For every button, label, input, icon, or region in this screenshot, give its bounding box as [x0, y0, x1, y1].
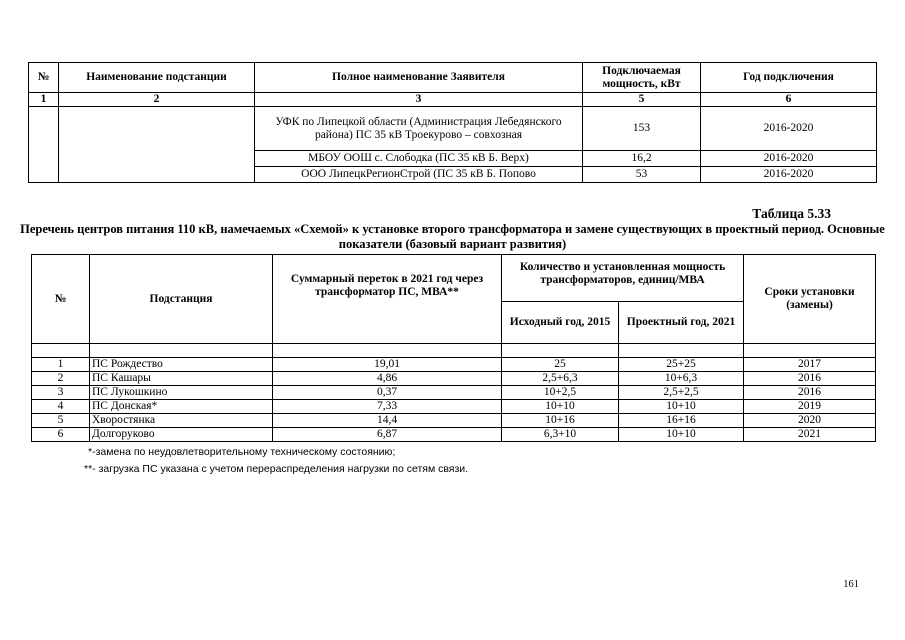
row-num: 3 [32, 386, 90, 400]
colnum-2: 2 [59, 93, 255, 107]
row-projected: 10+10 [619, 400, 744, 414]
table-row [29, 107, 877, 151]
header-year: Год подключения [701, 63, 877, 93]
header-power: Подключаемая мощность, кВт [583, 63, 701, 93]
applicant-cell: МБОУ ООШ с. Слободка (ПС 35 кВ Б. Верх) [255, 151, 583, 167]
year-cell: 2016-2020 [701, 151, 877, 167]
footnote-load: **- загрузка ПС указана с учетом перераспределения нагрузки по сетям связи. [84, 463, 469, 475]
row-year: 2016 [744, 386, 876, 400]
table-row [32, 386, 876, 400]
row-num: 4 [32, 400, 90, 414]
header-initial-year: Исходный год, 2015 [502, 302, 619, 344]
row-flow: 4,86 [273, 372, 502, 386]
row-projected: 10+6,3 [619, 372, 744, 386]
row-num: 1 [32, 358, 90, 372]
applicants-table [28, 62, 877, 183]
power-cell: 16,2 [583, 151, 701, 167]
header-flow: Суммарный переток в 2021 год через трансформатор ПС, МВА** [273, 255, 502, 344]
row-year: 2020 [744, 414, 876, 428]
year-cell: 2016-2020 [701, 107, 877, 151]
table-row [32, 414, 876, 428]
empty-cell [29, 107, 59, 183]
colnum-1: 1 [29, 93, 59, 107]
row-year: 2016 [744, 372, 876, 386]
header-applicant: Полное наименование Заявителя [255, 63, 583, 93]
row-projected: 25+25 [619, 358, 744, 372]
table-title: Перечень центров питания 110 кВ, намечаемых «Схемой» к установке второго трансформатора и замене существующих в проектный период. Основные показатели (базовый вариант развития) [20, 222, 885, 251]
row-name: Хворостянка [90, 414, 273, 428]
header-transformers: Количество и установленная мощность трансформаторов, единиц/МВА [502, 255, 744, 302]
row-name: ПС Донская* [90, 400, 273, 414]
header-num: № [29, 63, 59, 93]
row-year: 2019 [744, 400, 876, 414]
table-row [32, 358, 876, 372]
page-number: 161 [843, 579, 859, 590]
empty-cell [59, 107, 255, 183]
table-row [32, 372, 876, 386]
row-initial: 25 [502, 358, 619, 372]
table-row [32, 428, 876, 442]
colnum-5: 5 [583, 93, 701, 107]
row-projected: 16+16 [619, 414, 744, 428]
row-year: 2021 [744, 428, 876, 442]
row-num: 2 [32, 372, 90, 386]
row-flow: 6,87 [273, 428, 502, 442]
footnote-replacement: *-замена по неудовлетворительному техническому состоянию; [88, 446, 396, 458]
header-substation: Подстанция [90, 255, 273, 344]
substations-table [31, 254, 876, 442]
row-flow: 14,4 [273, 414, 502, 428]
row-year: 2017 [744, 358, 876, 372]
row-name: ПС Кашары [90, 372, 273, 386]
row-projected: 10+10 [619, 428, 744, 442]
colnum-6: 6 [701, 93, 877, 107]
table-number: Таблица 5.33 [752, 206, 831, 221]
table-row [32, 400, 876, 414]
row-flow: 0,37 [273, 386, 502, 400]
row-num: 6 [32, 428, 90, 442]
row-initial: 2,5+6,3 [502, 372, 619, 386]
power-cell: 153 [583, 107, 701, 151]
row-name: ПС Лукошкино [90, 386, 273, 400]
header-num: № [32, 255, 90, 344]
applicant-cell: ООО ЛипецкРегионСтрой (ПС 35 кВ Б. Попово [255, 167, 583, 183]
row-initial: 6,3+10 [502, 428, 619, 442]
year-cell: 2016-2020 [701, 167, 877, 183]
row-initial: 10+16 [502, 414, 619, 428]
header-projected-year: Проектный год, 2021 [619, 302, 744, 344]
power-cell: 53 [583, 167, 701, 183]
row-flow: 19,01 [273, 358, 502, 372]
colnum-3: 3 [255, 93, 583, 107]
header-substation-name: Наименование подстанции [59, 63, 255, 93]
row-initial: 10+2,5 [502, 386, 619, 400]
row-flow: 7,33 [273, 400, 502, 414]
row-num: 5 [32, 414, 90, 428]
applicant-cell: УФК по Липецкой области (Администрация Лебедянского района) ПС 35 кВ Троекурово – совхозная [255, 107, 583, 151]
row-initial: 10+10 [502, 400, 619, 414]
header-terms: Сроки установки (замены) [744, 255, 876, 344]
row-name: Долгоруково [90, 428, 273, 442]
row-name: ПС Рождество [90, 358, 273, 372]
row-projected: 2,5+2,5 [619, 386, 744, 400]
